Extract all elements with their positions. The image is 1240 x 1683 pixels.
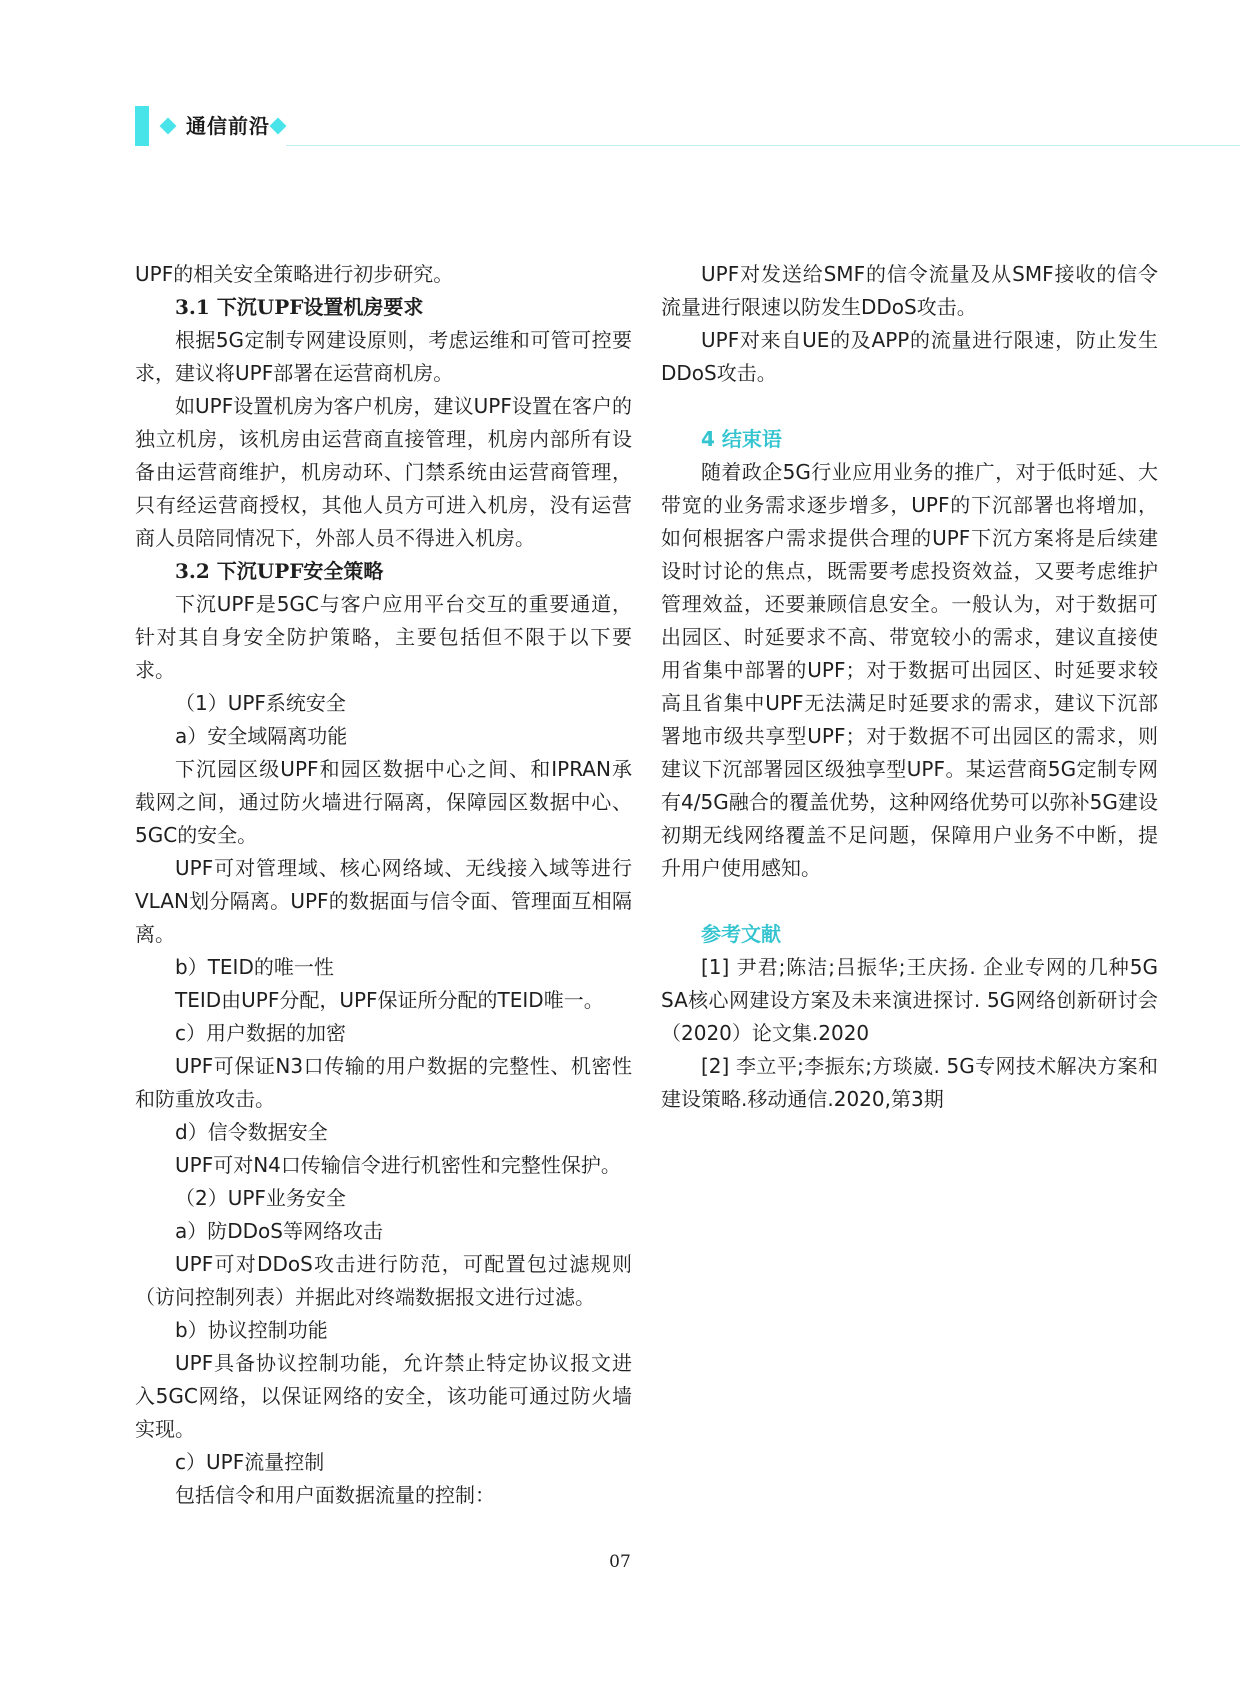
- header-rule: [286, 145, 1240, 146]
- header-diamond-right-icon: [270, 118, 287, 135]
- section-spacer: [661, 390, 1158, 423]
- right-column: [661, 258, 1158, 1116]
- header-accent-bar: [135, 106, 149, 146]
- body-paragraph: 根据5G定制专网建设原则，考虑运维和可管可控要求，建议将UPF部署在运营商机房。: [135, 328, 632, 385]
- body-paragraph: UPF可对管理域、核心网络域、无线接入域等进行VLAN划分隔离。UPF的数据面与信令面、管理面互相隔离。: [135, 856, 632, 946]
- section-title: 通信前沿: [186, 114, 270, 138]
- section-heading: 3.1 下沉UPF设置机房要求: [175, 295, 424, 319]
- reference-item: [2] 李立平;李振东;方琰崴. 5G专网技术解决方案和建设策略.移动通信.2020,第3期: [661, 1054, 1158, 1111]
- page-number: 07: [609, 1552, 631, 1572]
- body-paragraph: 下沉UPF是5GC与客户应用平台交互的重要通道，针对其自身安全防护策略，主要包括但不限于以下要求。: [135, 592, 632, 682]
- body-paragraph: （1）UPF系统安全: [175, 691, 346, 715]
- body-paragraph: 随着政企5G行业应用业务的推广，对于低时延、大带宽的业务需求逐步增多，UPF的下沉部署也将增加，如何根据客户需求提供合理的UPF下沉方案将是后续建设时讨论的焦点，既需要考虑投资效益，又要考虑维护管理效益，还要兼顾信息安全。一般认为，对于数据可出园区、时延要求不高、带宽较小的需求，建议直接使用省集中部署的UPF；对于数据可出园区、时延要求较高且省集中UPF无法满足时延要求的需求，建议下沉部署地市级共享型UPF；对于数据不可出园区的需求，则建议下沉部署园区级独享型UPF。某运营商5G定制专网有4/5G融合的覆盖优势，这种网络优势可以弥补5G建设初期无线网络覆盖不足问题，保障用户业务不中断，提升用户使用感知。: [661, 460, 1158, 880]
- left-column: [135, 258, 632, 1512]
- body-paragraph: TEID由UPF分配，UPF保证所分配的TEID唯一。: [175, 988, 604, 1012]
- body-paragraph: d）信令数据安全: [175, 1120, 328, 1144]
- section-heading: 3.2 下沉UPF安全策略: [175, 559, 384, 583]
- body-paragraph: UPF具备协议控制功能，允许禁止特定协议报文进入5GC网络，以保证网络的安全，该功能可通过防火墙实现。: [135, 1351, 632, 1441]
- body-paragraph: 包括信令和用户面数据流量的控制：: [175, 1483, 495, 1507]
- reference-item: [1] 尹君;陈洁;吕振华;王庆扬. 企业专网的几种5G SA核心网建设方案及未来演进探讨. 5G网络创新研讨会（2020）论文集.2020: [661, 955, 1158, 1045]
- body-paragraph: 下沉园区级UPF和园区数据中心之间、和IPRAN承载网之间，通过防火墙进行隔离，保障园区数据中心、5GC的安全。: [135, 757, 632, 847]
- body-paragraph: b）协议控制功能: [175, 1318, 328, 1342]
- body-paragraph: UPF可对DDoS攻击进行防范，可配置包过滤规则（访问控制列表）并据此对终端数据报文进行过滤。: [135, 1252, 632, 1309]
- body-paragraph: b）TEID的唯一性: [175, 955, 334, 979]
- body-paragraph: UPF对发送给SMF的信令流量及从SMF接收的信令流量进行限速以防发生DDoS攻击。: [661, 262, 1158, 319]
- section-heading: 参考文献: [701, 922, 781, 946]
- header-diamond-left-icon: [160, 118, 177, 135]
- body-paragraph: UPF对来自UE的及APP的流量进行限速，防止发生DDoS攻击。: [661, 328, 1158, 385]
- body-paragraph: a）防DDoS等网络攻击: [175, 1219, 383, 1243]
- body-paragraph: a）安全域隔离功能: [175, 724, 348, 748]
- section-spacer: [661, 885, 1158, 918]
- section-heading: 4 结束语: [701, 427, 782, 451]
- body-paragraph: （2）UPF业务安全: [175, 1186, 346, 1210]
- body-paragraph: UPF可对N4口传输信令进行机密性和完整性保护。: [175, 1153, 621, 1177]
- body-paragraph: UPF的相关安全策略进行初步研究。: [135, 262, 454, 286]
- body-paragraph: c）UPF流量控制: [175, 1450, 325, 1474]
- body-paragraph: 如UPF设置机房为客户机房，建议UPF设置在客户的独立机房，该机房由运营商直接管理，机房内部所有设备由运营商维护，机房动环、门禁系统由运营商管理，只有经运营商授权，其他人员方可进入机房，没有运营商人员陪同情况下，外部人员不得进入机房。: [135, 394, 632, 550]
- body-paragraph: c）用户数据的加密: [175, 1021, 346, 1045]
- body-paragraph: UPF可保证N3口传输的用户数据的完整性、机密性和防重放攻击。: [135, 1054, 632, 1111]
